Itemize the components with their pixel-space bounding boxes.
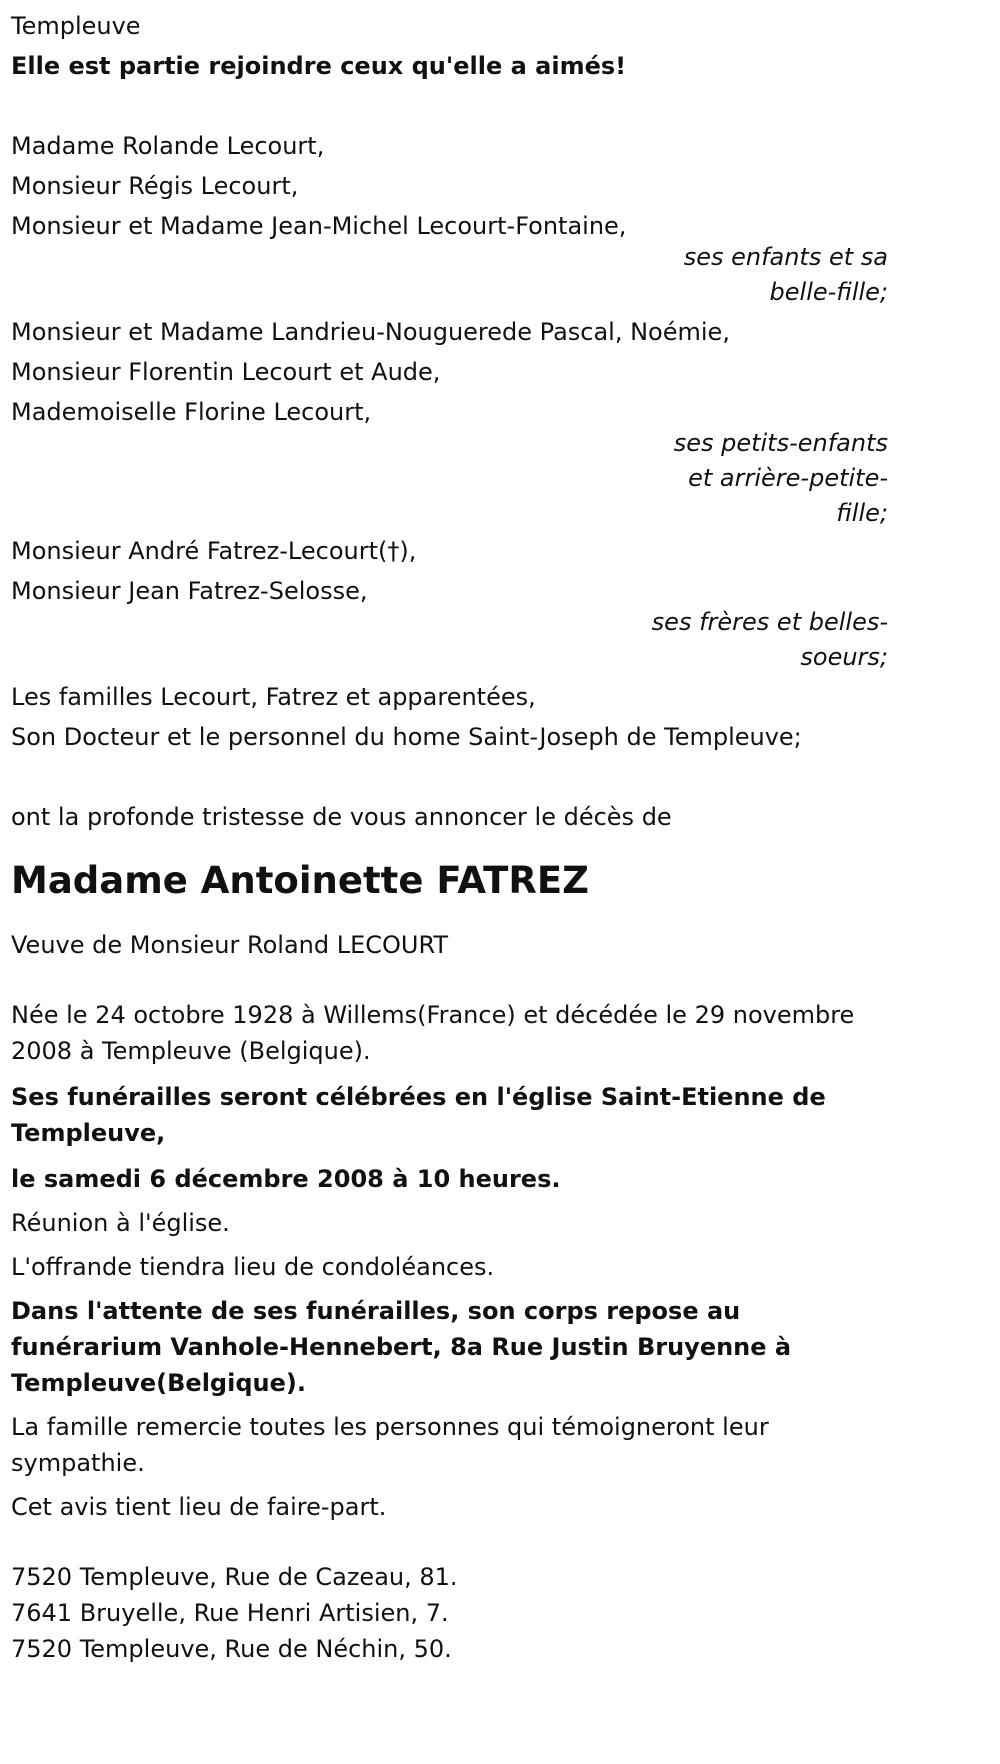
family-member: Monsieur et Madame Landrieu-Nouguerede Pascal, Noémie, [11, 318, 730, 346]
family-member: Monsieur André Fatrez-Lecourt(†), [11, 537, 417, 565]
relation-label: ses petits-enfants et arrière-petite- fille; [673, 429, 888, 527]
spacer [11, 86, 888, 126]
family-member: Les familles Lecourt, Fatrez et apparentées, [11, 683, 536, 711]
rest-place-text: Dans l'attente de ses funérailles, son corps repose au funérarium Vanhole-Hennebert, 8a Rue Justin Bruyenne à Templeuve(Belgique). [11, 1297, 792, 1397]
spacer [11, 757, 888, 797]
place-heading: Templeuve [11, 12, 141, 40]
family-member: Monsieur Florentin Lecourt et Aude, [11, 358, 441, 386]
family-member: Monsieur et Madame Jean-Michel Lecourt-Fontaine, [11, 212, 627, 240]
deceased-name: Madame Antoinette FATREZ [11, 859, 589, 902]
relation-label: ses enfants et sa belle-fille; [683, 243, 888, 306]
funeral-date-text: le samedi 6 décembre 2008 à 10 heures. [11, 1165, 561, 1193]
widow-of-text: Veuve de Monsieur Roland LECOURT [11, 931, 449, 959]
address-line: 7641 Bruyelle, Rue Henri Artisien, 7. [11, 1599, 449, 1627]
meeting-text: Réunion à l'église. [11, 1209, 230, 1237]
announcement-text: ont la profonde tristesse de vous annoncer le décès de [11, 803, 672, 831]
spacer [11, 965, 888, 997]
address-line: 7520 Templeuve, Rue de Cazeau, 81. [11, 1563, 458, 1591]
siblings-group [11, 531, 888, 675]
offering-text: L'offrande tiendra lieu de condoléances. [11, 1253, 495, 1281]
others-group [11, 677, 888, 757]
family-member: Son Docteur et le personnel du home Saint-Joseph de Templeuve; [11, 723, 802, 751]
children-group [11, 126, 888, 310]
family-member: Madame Rolande Lecourt, [11, 132, 325, 160]
notice-text: Cet avis tient lieu de faire-part. [11, 1493, 387, 1521]
grandchildren-group [11, 312, 888, 531]
spacer [11, 1525, 888, 1559]
family-member: Mademoiselle Florine Lecourt, [11, 398, 372, 426]
funeral-place-text: Ses funérailles seront célébrées en l'église Saint-Etienne de Templeuve, [11, 1083, 826, 1147]
family-member: Monsieur Régis Lecourt, [11, 172, 299, 200]
address-line: 7520 Templeuve, Rue de Néchin, 50. [11, 1635, 452, 1663]
obituary-notice [11, 6, 888, 1667]
thanks-text: La famille remercie toutes les personnes qui témoigneront leur sympathie. [11, 1413, 769, 1477]
relation-label: ses frères et belles- soeurs; [651, 608, 888, 671]
addresses-list [11, 1559, 888, 1667]
birth-death-text: Née le 24 octobre 1928 à Willems(France) et décédée le 29 novembre 2008 à Templeuve (Belgique). [11, 1001, 855, 1065]
family-member: Monsieur Jean Fatrez-Selosse, [11, 577, 368, 605]
intro-heading: Elle est partie rejoindre ceux qu'elle a aimés! [11, 52, 627, 80]
